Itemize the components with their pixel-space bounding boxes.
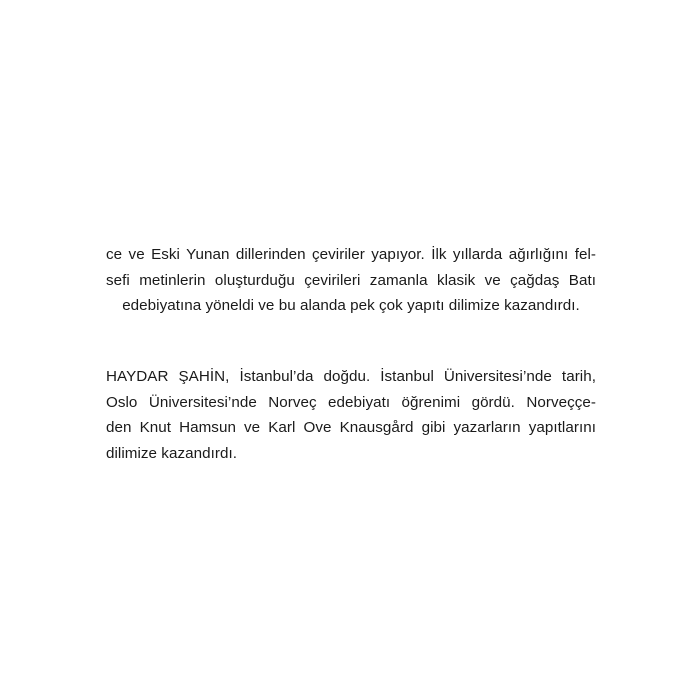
text-line: sefi metinlerin oluşturduğu çevirileri zamanla klasik ve çağdaş Batı xyxy=(106,271,596,289)
text-line: dilimize kazandırdı. xyxy=(106,444,237,462)
translator-bio-paragraph xyxy=(106,242,596,319)
text-line: ce ve Eski Yunan dillerinden çeviriler yapıyor. İlk yıllarda ağırlığını fel- xyxy=(106,246,596,263)
haydar-sahin-bio-paragraph xyxy=(106,364,596,466)
text-line: edebiyatına yöneldi ve bu alanda pek çok yapıtı dilimize kazandırdı. xyxy=(122,297,580,314)
text-line: HAYDAR ŞAHİN, İstanbul’da doğdu. İstanbul Üniversitesi’nde tarih, xyxy=(106,368,596,385)
text-line: den Knut Hamsun ve Karl Ove Knausgård gibi yazarların yapıtlarını xyxy=(106,419,596,436)
text-line: Oslo Üniversitesi’nde Norveç edebiyatı öğrenimi gördü. Norveççe- xyxy=(106,393,596,411)
